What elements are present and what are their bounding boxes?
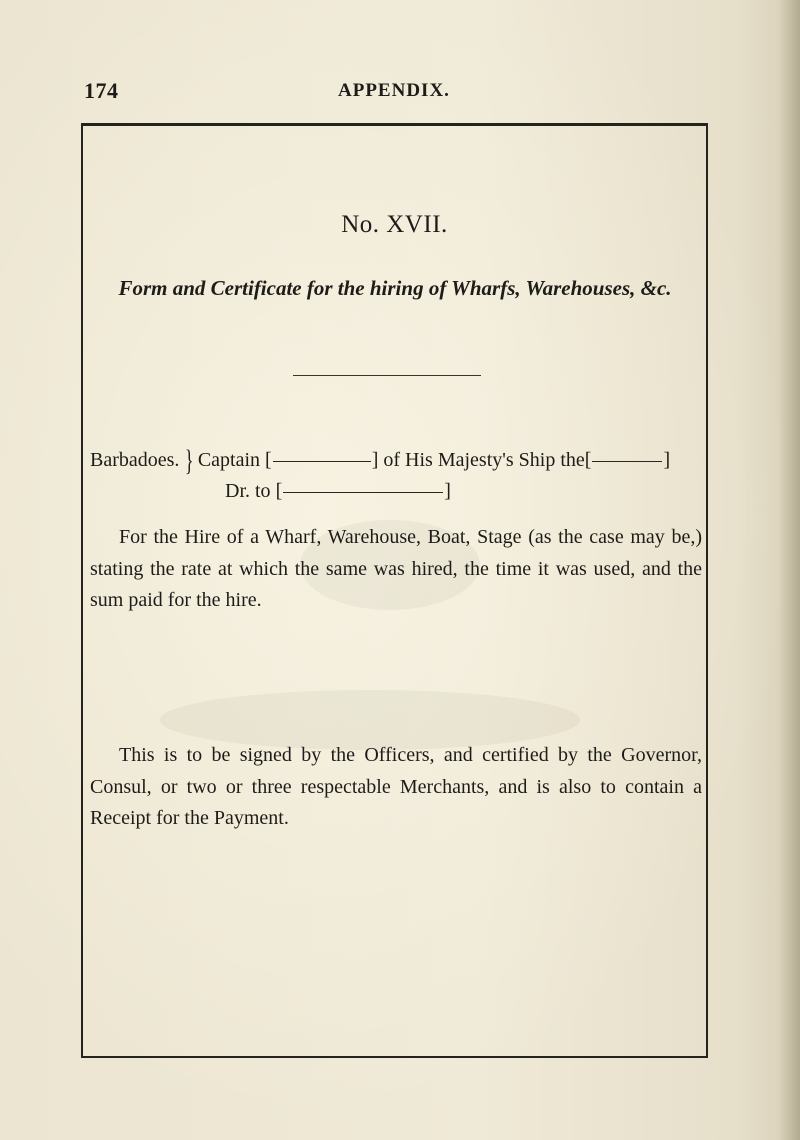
blank-creditor-name	[283, 492, 443, 493]
bracket-open: [	[265, 449, 272, 471]
blank-captain-name	[273, 461, 371, 462]
blank-ship-name	[592, 461, 662, 462]
running-head	[0, 78, 800, 108]
bracket-close: ]	[663, 449, 671, 471]
bill-place: Barbadoes.	[90, 449, 180, 471]
bill-line-debtor	[225, 480, 451, 503]
bracket-open: [	[275, 480, 283, 502]
page-edge-shadow	[778, 0, 800, 1140]
bill-ship-label: of His Majesty's Ship the	[383, 449, 585, 471]
bracket-close: ]	[444, 480, 451, 502]
hire-instructions: For the Hire of a Wharf, Warehouse, Boat, Stage (as the case may be,) stating the rate at which the same was hired, the time it was used, and the sum paid for the hire.	[90, 526, 702, 611]
page-number: 174	[84, 78, 119, 103]
form-heading: Form and Certificate for the hiring of Wharfs, Warehouses, &c.	[118, 276, 672, 300]
section-rule	[293, 375, 481, 376]
running-title: APPENDIX.	[338, 80, 450, 101]
bracket-close: ]	[371, 449, 379, 471]
bill-captain-label: Captain	[197, 449, 261, 471]
bracket-open: [	[584, 449, 592, 471]
form-frame	[81, 123, 708, 1058]
bill-debtor-label: Dr. to	[225, 480, 271, 502]
signature-note: This is to be signed by the Officers, and certified by the Governor, Consul, or two or three respectable Merchants, and is also to contain a Receipt for the Payment.	[90, 744, 702, 829]
brace-mark: }	[185, 444, 194, 477]
form-number: No. XVII.	[341, 211, 448, 238]
bill-line-captain	[90, 444, 702, 477]
